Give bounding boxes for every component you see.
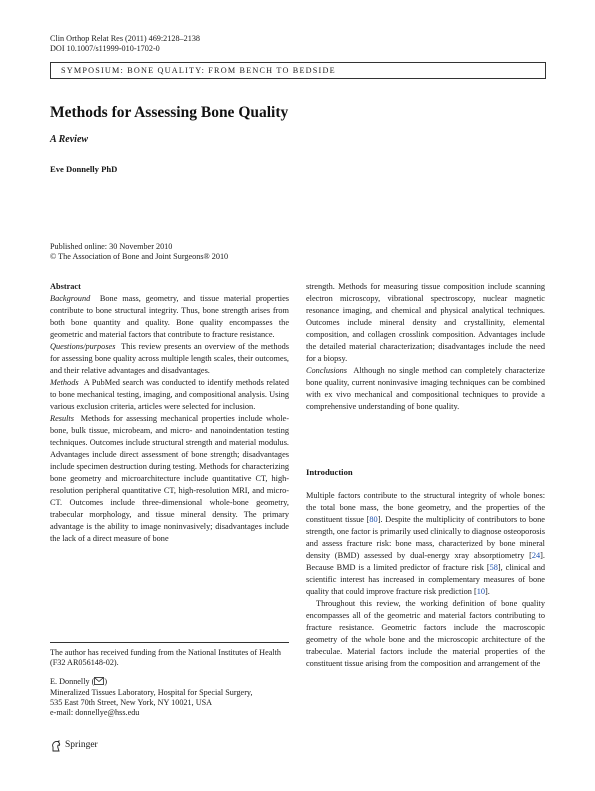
results-label: Results bbox=[50, 414, 74, 423]
journal-citation: Clin Orthop Relat Res (2011) 469:2128–2138 bbox=[50, 34, 201, 43]
reference-link[interactable]: 24 bbox=[531, 551, 541, 560]
intro-text: ], clinical and scientific interest has increased in complementary measures of bone quality that could improve fracture risk prediction [ bbox=[306, 563, 545, 596]
questions-label: Questions/purposes bbox=[50, 342, 116, 351]
abstract-heading: Abstract bbox=[50, 282, 81, 291]
abstract bbox=[50, 281, 289, 545]
intro-text: Multiple factors contribute to the structural integrity of whole bones: the total bone mass, the bone geometry, and the properties of the constituent tissue [ bbox=[306, 491, 545, 524]
envelope-icon[interactable] bbox=[94, 677, 104, 688]
questions-text: This review presents an overview of the methods for assessing bone quality across multiple length scales, their outcomes, and their relative advantages and disadvantages. bbox=[50, 342, 289, 375]
methods-label: Methods bbox=[50, 378, 79, 387]
intro-text: ]. Despite the multiplicity of contributors to bone strength, one factor is primarily used clinically to diagnose osteoporosis and assess fracture risk: bone mass, characterized by bone mineral density (BMD) assessed by dual-energy xray absorptiometry [ bbox=[306, 515, 545, 560]
funding-note: The author has received funding from the National Institutes of Health (F32 AR056148-02). bbox=[50, 648, 281, 667]
article-subtitle: A Review bbox=[50, 134, 89, 145]
background-label: Background bbox=[50, 294, 91, 303]
symposium-label: SYMPOSIUM: BONE QUALITY: FROM BENCH TO BEDSIDE bbox=[61, 66, 336, 75]
copyright: © The Association of Bone and Joint Surgeons® 2010 bbox=[50, 252, 229, 261]
reference-link[interactable]: 80 bbox=[369, 515, 378, 524]
introduction-body bbox=[306, 490, 545, 670]
springer-horse-icon bbox=[50, 739, 62, 751]
conclusions-label: Conclusions bbox=[306, 366, 348, 375]
introduction-heading: Introduction bbox=[306, 467, 353, 477]
intro-text: ]. Because BMD is a limited predictor of fracture risk [ bbox=[306, 551, 545, 572]
correspondent-name: E. Donnelly ( bbox=[50, 677, 95, 686]
reference-link[interactable]: 58 bbox=[489, 563, 498, 572]
doi: DOI 10.1007/s11999-010-1702-0 bbox=[50, 44, 160, 53]
symposium-banner bbox=[50, 62, 546, 79]
reference-link[interactable]: 10 bbox=[476, 587, 486, 596]
footnote-divider bbox=[50, 642, 289, 643]
abstract-continued bbox=[306, 281, 545, 413]
intro-paragraph-1 bbox=[306, 490, 545, 598]
results-text: Methods for assessing mechanical properties include whole-bone, bulk tissue, microbeam, and micro- and nanoindentation testing techniques. Outcomes include structural strength and material modulus. Advantages include direct assessment of bone strength; disadvantages include specimen destruction during testing. Methods for characterizing bone geometry and microarchitecture include quantitative CT, high-resolution peripheral quantitative CT, high-resolution MRI, and micro-CT. Outcomes include three-dimensional whole-bone geometry, trabecular morphology, and tissue mineral density. The primary advantage is the ability to image noninvasively; disadvantages include the lack of a direct measure of bone bbox=[50, 414, 290, 543]
background-text: Bone mass, geometry, and tissue material properties contribute to bone structural integrity. Thus, bone strength arises from both bone quantity and quality. Bone quality encompasses the geometric and material factors that contribute to fracture resistance. bbox=[50, 294, 289, 339]
correspondence bbox=[50, 677, 289, 718]
conclusions-text: Although no single method can completely characterize bone quality, current noninvasive imaging techniques can be combined with ex vivo mechanical and compositional techniques to provide a comprehensive understanding of bone quality. bbox=[306, 366, 545, 411]
correspondent-bracket: ) bbox=[104, 677, 108, 686]
publisher-name: Springer bbox=[65, 740, 98, 750]
email-address[interactable]: e-mail: donnellye@hss.edu bbox=[50, 708, 140, 717]
article-title: Methods for Assessing Bone Quality bbox=[50, 104, 289, 121]
published-date: Published online: 30 November 2010 bbox=[50, 242, 173, 251]
affiliation-line-2: 535 East 70th Street, New York, NY 10021, USA bbox=[50, 698, 213, 707]
author-name: Eve Donnelly PhD bbox=[50, 164, 118, 174]
intro-text: ]. bbox=[485, 587, 490, 596]
publisher-logo bbox=[50, 739, 98, 751]
intro-paragraph-2: Throughout this review, the working definition of bone quality encompasses all of the geometric and material factors contributing to fracture resistance. Geometric factors include the macroscopic geometry of the whole bone and the microscopic architecture of the trabeculae. Material factors include the material properties of the constituent tissue arising from the composition and arrangement of the bbox=[306, 599, 545, 668]
methods-text: A PubMed search was conducted to identify methods related to bone mechanical testing, imaging, and compositional analysis. Using various exclusion criteria, articles were selected for inclusion. bbox=[50, 378, 289, 411]
affiliation-line-1: Mineralized Tissues Laboratory, Hospital for Special Surgery, bbox=[50, 688, 253, 697]
results-continued: strength. Methods for measuring tissue composition include scanning electron microscopy, vibrational spectroscopy, nuclear magnetic resonance imaging, and chemical and physical analytical techniques. Outcomes include mineral density and crystallinity, elemental composition, and collagen crosslink composition. Advantages include the detailed material characterization; disadvantages include the need for a biopsy. bbox=[306, 282, 545, 363]
